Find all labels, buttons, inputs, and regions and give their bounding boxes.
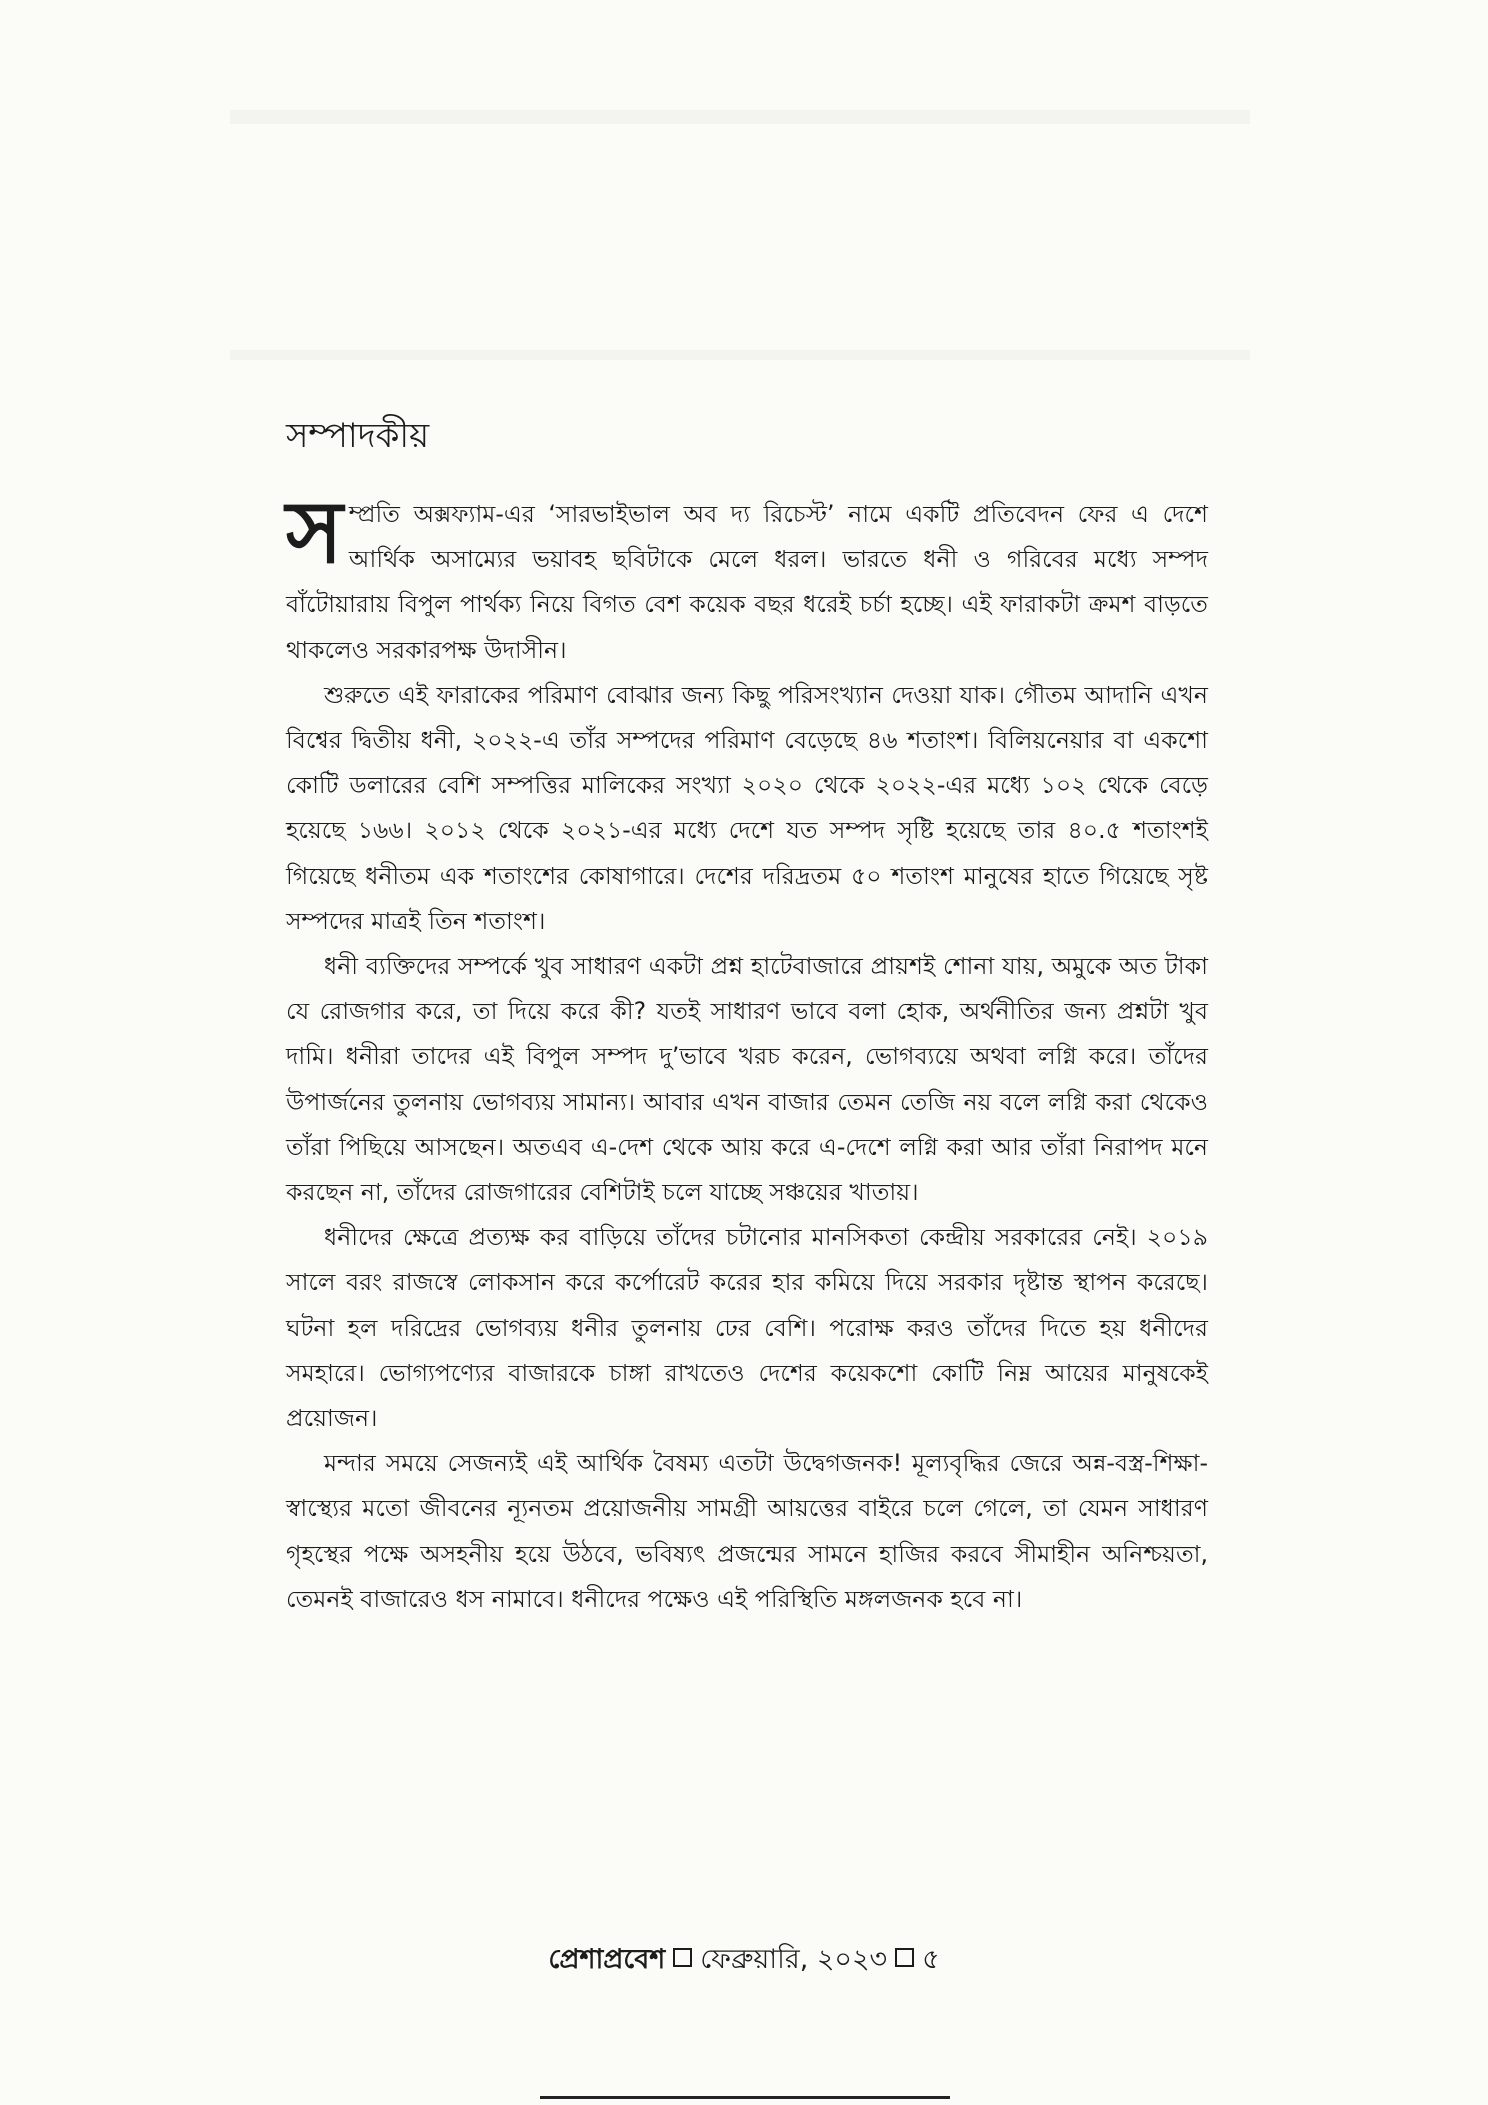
editorial-article	[286, 482, 1208, 1622]
publication-name: প্রেশাপ্রবেশ	[548, 1944, 666, 1975]
paragraph-2: শুরুতে এই ফারাকের পরিমাণ বোঝার জন্য কিছু পরিসংখ্যান দেওয়া যাক। গৌতম আদানি এখন বিশ্বের দ্বিতীয় ধনী, ২০২২-এ তাঁর সম্পদের পরিমাণ বেড়েছে ৪৬ শতাংশ। বিলিয়নেয়ার বা একশো কোটি ডলারের বেশি সম্পত্তির মালিকের সংখ্যা ২০২০ থেকে ২০২২-এর মধ্যে ১০২ থেকে বেড়ে হয়েছে ১৬৬। ২০১২ থেকে ২০২১-এর মধ্যে দেশে যত সম্পদ সৃষ্টি হয়েছে তার ৪০.৫ শতাংশই গিয়েছে ধনীতম এক শতাংশের কোষাগারে। দেশের দরিদ্রতম ৫০ শতাংশ মানুষের হাতে গিয়েছে সৃষ্ট সম্পদের মাত্রই তিন শতাংশ।	[286, 680, 1208, 935]
page-number: ৫	[922, 1944, 940, 1975]
issue-date: ফেব্রুয়ারি, ২০২৩	[700, 1944, 888, 1975]
section-heading: সম্পাদকীয়	[286, 416, 430, 456]
drop-cap: স	[286, 482, 343, 583]
paragraph-3: ধনী ব্যক্তিদের সম্পর্কে খুব সাধারণ একটা প্রশ্ন হাটেবাজারে প্রায়শই শোনা যায়, অমুকে অত টাকা যে রোজগার করে, তা দিয়ে করে কী? যতই সাধারণ ভাবে বলা হোক, অর্থনীতির জন্য প্রশ্নটা খুব দামি। ধনীরা তাদের এই বিপুল সম্পদ দু’ভাবে খরচ করেন, ভোগব্যয়ে অথবা লগ্নি করে। তাঁদের উপার্জনের তুলনায় ভোগব্যয় সামান্য। আবার এখন বাজার তেমন তেজি নয় বলে লগ্নি করা থেকেও তাঁরা পিছিয়ে আসছেন। অতএব এ-দেশ থেকে আয় করে এ-দেশে লগ্নি করা আর তাঁরা নিরাপদ মনে করছেন না, তাঁদের রোজগারের বেশিটাই চলে যাচ্ছে সঞ্চয়ের খাতায়।	[286, 952, 1208, 1207]
bleed-through-band	[230, 350, 1250, 360]
paragraph-5: মন্দার সময়ে সেজন্যই এই আর্থিক বৈষম্য এতটা উদ্বেগজনক! মূল্যবৃদ্ধির জেরে অন্ন-বস্ত্র-শিক্ষা-স্বাস্থ্যের মতো জীবনের ন্যূনতম প্রয়োজনীয় সামগ্রী আয়ত্তের বাইরে চলে গেলে, তা যেমন সাধারণ গৃহস্থের পক্ষে অসহনীয় হয়ে উঠবে, ভবিষ্যৎ প্রজন্মের সামনে হাজির করবে সীমাহীন অনিশ্চয়তা, তেমনই বাজারেও ধস নামাবে। ধনীদের পক্ষেও এই পরিস্থিতি মঙ্গলজনক হবে না।	[286, 1449, 1208, 1613]
page-footer	[0, 1942, 1488, 1977]
bleed-through-band	[230, 110, 1250, 124]
paragraph-1	[286, 482, 1208, 673]
paragraph-4: ধনীদের ক্ষেত্রে প্রত্যক্ষ কর বাড়িয়ে তাঁদের চটানোর মানসিকতা কেন্দ্রীয় সরকারের নেই। ২০১৯ সালে বরং রাজস্বে লোকসান করে কর্পোরেট করের হার কমিয়ে দিয়ে সরকার দৃষ্টান্ত স্থাপন করেছে। ঘটনা হল দরিদ্রের ভোগব্যয় ধনীর তুলনায় ঢের বেশি। পরোক্ষ করও তাঁদের দিতে হয় ধনীদের সমহারে। ভোগ্যপণ্যের বাজারকে চাঙ্গা রাখতেও দেশের কয়েকশো কোটি নিম্ন আয়ের মানুষকেই প্রয়োজন।	[286, 1223, 1208, 1433]
separator-box-icon	[895, 1948, 914, 1967]
paragraph-1-text: ম্প্রতি অক্সফ্যাম-এর ‘সারভাইভাল অব দ্য রিচেস্ট’ নামে একটি প্রতিবেদন ফের এ দেশে আর্থিক অসাম্যের ভয়াবহ ছবিটাকে মেলে ধরল। ভারতে ধনী ও গরিবের মধ্যে সম্পদ বাঁটোয়ারায় বিপুল পার্থক্য নিয়ে বিগত বেশ কয়েক বছর ধরেই চর্চা হচ্ছে। এই ফারাকটা ক্রমশ বাড়তে থাকলেও সরকারপক্ষ উদাসীন।	[286, 500, 1208, 664]
footer-rule	[540, 2096, 950, 2099]
separator-box-icon	[673, 1948, 692, 1967]
